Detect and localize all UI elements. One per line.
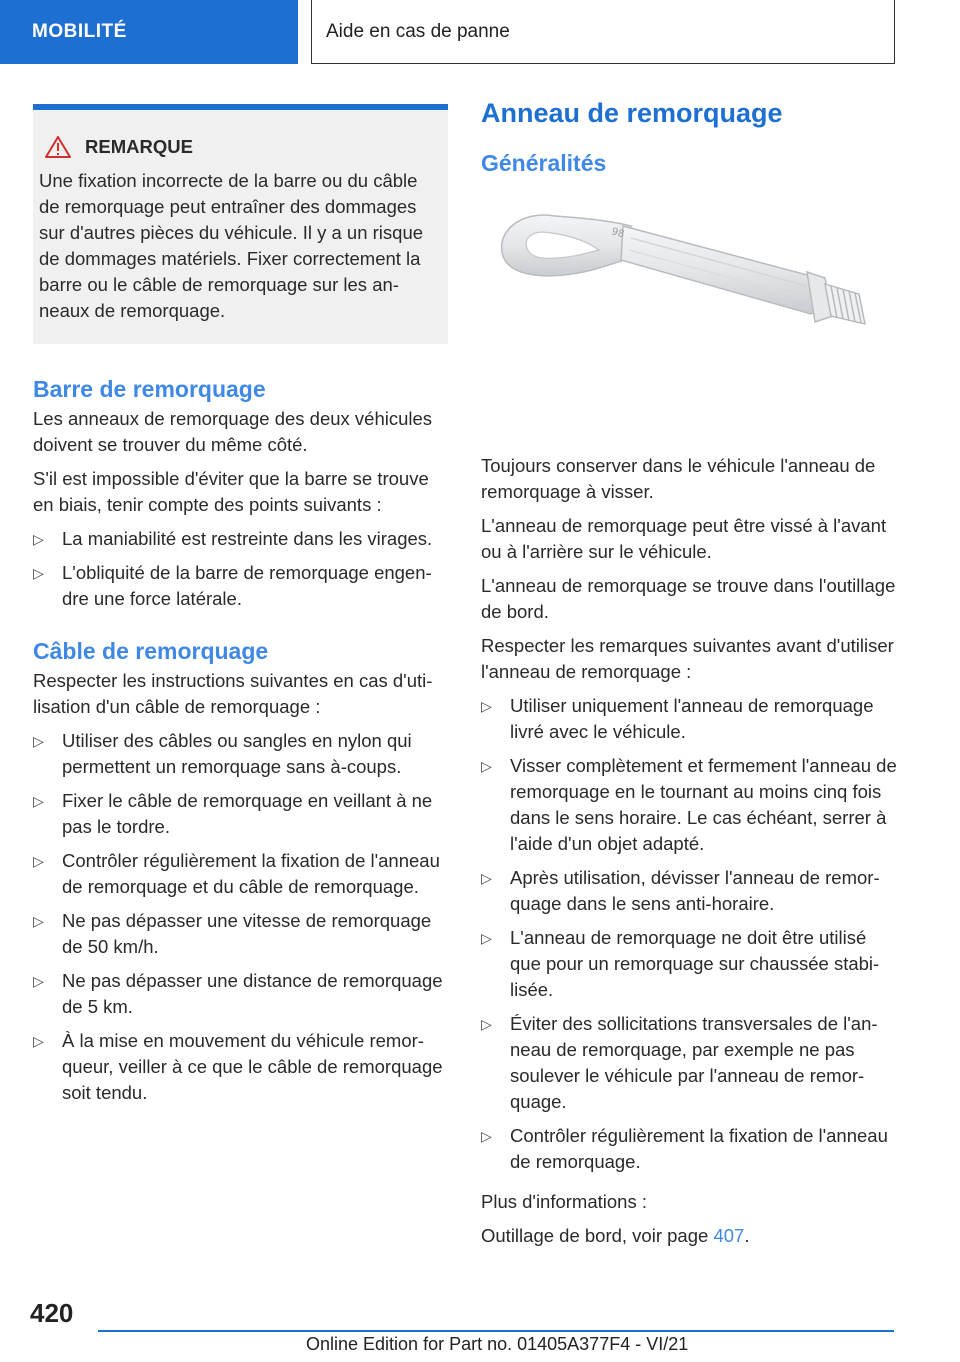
list-item: ▷ La maniabilité est restreinte dans les virages. [33, 526, 448, 552]
list-item: ▷ L'anneau de remorquage ne doit être utilisé que pour un remorquage sur chaussée stabilisée. [481, 927, 880, 1000]
svg-text:98: 98 [610, 226, 626, 241]
bullet-triangle-icon: ▷ [481, 1016, 492, 1032]
list-item: ▷ Visser complètement et fermement l'anneau de remorquage en le tournant au moins cinq fois dans le sens horaire. Le cas échéant, serrer à l'aide d'un objet adapté. [481, 755, 897, 854]
page-reference-link[interactable]: 407 [713, 1225, 745, 1246]
list-item: ▷ Ne pas dépasser une vitesse de remorquage de 50 km/h. [33, 910, 432, 957]
bullet-triangle-icon: ▷ [33, 565, 44, 581]
list-item: ▷ Utiliser des câbles ou sangles en nylon qui permettent un remorquage sans à-coups. [33, 730, 412, 777]
page-number: 420 [30, 1298, 74, 1328]
more-info-label: Plus d'informations : [481, 1191, 647, 1212]
bullet-triangle-icon: ▷ [33, 853, 44, 869]
towing-eye-illustration [481, 198, 899, 422]
warning-text: Une fixation incorrecte de la barre ou du câble de remorquage peut entraîner des dommages sur d'autres pièces du véhicule. Il y a un risque de dommages matériels. Fixer correctement la barre ou le câble de remorquage sur les anneaux de remorquage. [39, 170, 424, 321]
section-cable [33, 638, 448, 1106]
list-item: ▷ Fixer le câble de remorquage en veillant à ne pas le tordre. [33, 790, 433, 837]
bullet-triangle-icon: ▷ [33, 913, 44, 929]
heading-generalites: Généralités [481, 150, 607, 176]
list-item: ▷ À la mise en mouvement du véhicule remorqueur, veiller à ce que le câble de remorquage soit tendu. [33, 1030, 443, 1103]
list-item: ▷ Après utilisation, dévisser l'anneau de remorquage dans le sens anti-horaire. [481, 867, 880, 914]
heading-cable: Câble de remorquage [33, 638, 269, 664]
anneau-paragraph-2: L'anneau de remorquage peut être vissé à l'avant ou à l'arrière sur le véhicule. [481, 515, 887, 562]
bullet-triangle-icon: ▷ [481, 1128, 492, 1144]
anneau-paragraph-4: Respecter les remarques suivantes avant d'utiliser l'anneau de remorquage : [481, 635, 894, 682]
heading-anneau: Anneau de remorquage [481, 98, 783, 128]
list-item: ▷ Contrôler régulièrement la fixation de l'anneau de remorquage. [481, 1125, 888, 1172]
bullet-triangle-icon: ▷ [33, 793, 44, 809]
footer-edition: Online Edition for Part no. 01405A377F4 - VI/21 [306, 1334, 689, 1354]
left-column [33, 104, 448, 1132]
header-section-tab: MOBILITÉ [0, 0, 298, 64]
warning-box [33, 104, 448, 344]
heading-barre: Barre de remorquage [33, 376, 266, 402]
bullet-triangle-icon: ▷ [481, 758, 492, 774]
bullet-triangle-icon: ▷ [481, 930, 492, 946]
barre-paragraph-2: S'il est impossible d'éviter que la barre se trouve en biais, tenir compte des points suivants : [33, 468, 429, 515]
list-item: ▷ Contrôler régulièrement la fixation de l'anneau de remorquage et du câble de remorquage. [33, 850, 440, 897]
anneau-paragraph-1: Toujours conserver dans le véhicule l'anneau de remorquage à visser. [481, 455, 876, 502]
right-column [481, 100, 899, 1257]
warning-title [39, 134, 434, 160]
list-item: ▷ Ne pas dépasser une distance de remorquage de 5 km. [33, 970, 443, 1017]
bullet-triangle-icon: ▷ [481, 870, 492, 886]
bullet-triangle-icon: ▷ [33, 733, 44, 749]
bullet-triangle-icon: ▷ [33, 531, 44, 547]
reference-line: Outillage de bord, voir page 407. [481, 1225, 750, 1246]
cable-paragraph-1: Respecter les instructions suivantes en cas d'utilisation d'un câble de remorquage : [33, 670, 433, 717]
section-barre [33, 376, 448, 612]
bullet-triangle-icon: ▷ [481, 698, 492, 714]
list-item: ▷ Éviter des sollicitations transversales de l'anneau de remorquage, par exemple ne pas soulever le véhicule par l'anneau de remorquage. [481, 1013, 878, 1112]
barre-list [33, 526, 448, 612]
anneau-list [481, 693, 899, 1175]
list-item: ▷ L'obliquité de la barre de remorquage engendre une force latérale. [33, 562, 432, 609]
bullet-triangle-icon: ▷ [33, 973, 44, 989]
cable-list [33, 728, 448, 1106]
header-chapter-title: Aide en cas de panne [311, 0, 895, 64]
barre-paragraph-1: Les anneaux de remorquage des deux véhicules doivent se trouver du même côté. [33, 408, 433, 455]
bullet-triangle-icon: ▷ [33, 1033, 44, 1049]
footer-divider [98, 1330, 894, 1332]
list-item: ▷ Utiliser uniquement l'anneau de remorquage livré avec le véhicule. [481, 695, 874, 742]
warning-title-text: REMARQUE [85, 136, 193, 157]
warning-triangle-icon [45, 136, 71, 158]
anneau-paragraph-3: L'anneau de remorquage se trouve dans l'outillage de bord. [481, 575, 896, 622]
